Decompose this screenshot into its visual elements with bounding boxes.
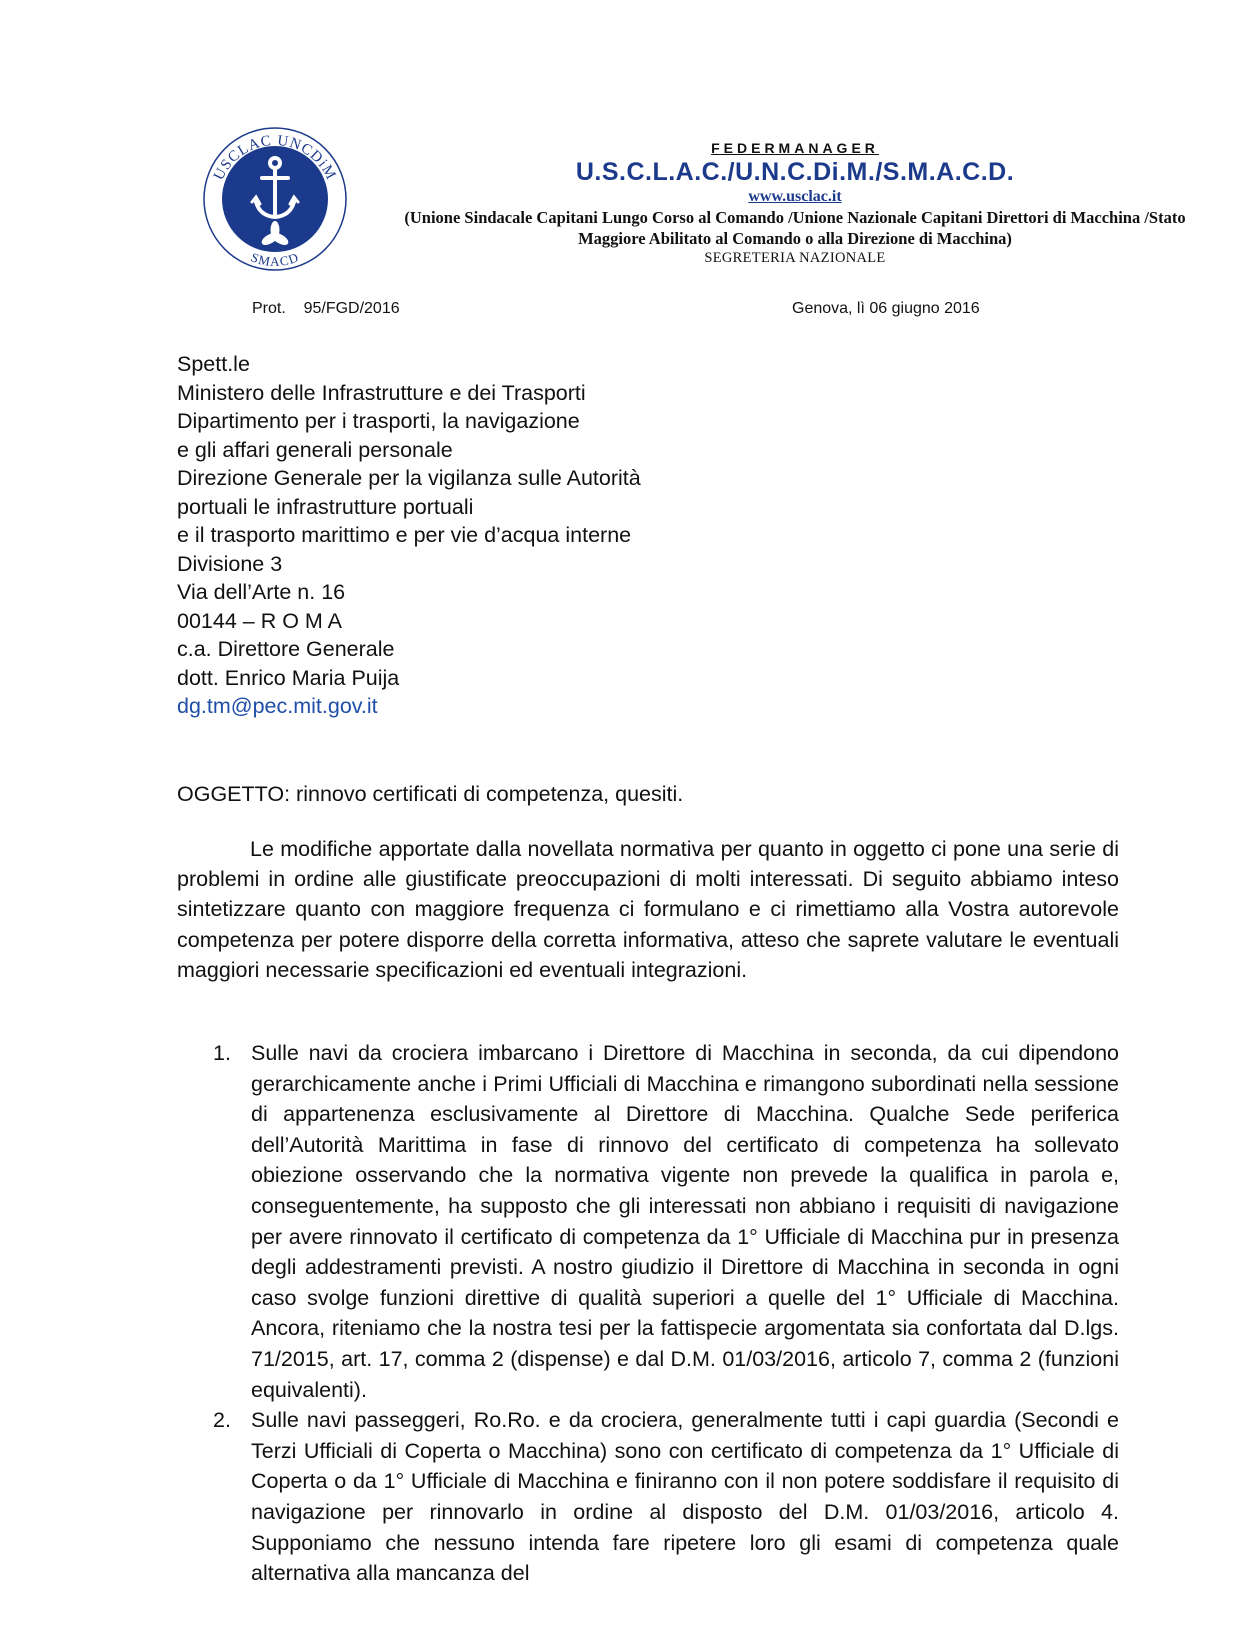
organization-description: (Unione Sindacale Capitani Lungo Corso al Comando /Unione Nazionale Capitani Direttori di Macchina /Stato Maggiore Abilitato al Comando o alla Direzione di Macchina) xyxy=(404,208,1186,248)
addressee-block xyxy=(177,350,641,721)
list-item xyxy=(213,1038,1119,1405)
addressee-line: 00144 – R O M A xyxy=(177,608,342,633)
protocol-number: Prot. 95/FGD/2016 xyxy=(252,300,400,317)
addressee-line: Ministero delle Infrastrutture e dei Trasporti xyxy=(177,380,586,405)
list-item-number: 2. xyxy=(213,1408,231,1433)
organization-title: U.S.C.L.A.C./U.N.C.Di.M./S.M.A.C.D. xyxy=(575,158,1015,186)
svg-text:SMACD: SMACD xyxy=(248,249,302,269)
addressee-line: Direzione Generale per la vigilanza sulle Autorità xyxy=(177,466,641,490)
addressee-line: Dipartimento per i trasporti, la navigazione xyxy=(177,409,580,433)
svg-text:USCLAC UNCDiM: USCLAC UNCDiM xyxy=(211,132,339,183)
addressee-line: e gli affari generali personale xyxy=(177,437,453,462)
letter-subject: OGGETTO: rinnovo certificati di competenza, quesiti. xyxy=(177,782,684,806)
federmanager-label: FEDERMANAGER xyxy=(711,140,879,156)
website-link[interactable]: www.usclac.it xyxy=(748,188,842,205)
letter-date: Genova, lì 06 giugno 2016 xyxy=(792,300,980,317)
addressee-line: e il trasporto marittimo e per vie d’acqua interne xyxy=(177,523,632,547)
department-label: SEGRETERIA NAZIONALE xyxy=(704,250,886,266)
list-item-text: Sulle navi da crociera imbarcano i Direttore di Macchina in seconda, da cui dipendono gerarchicamente anche i Primi Ufficiali di Macchina e rimangono subordinati nella sessione di appartenenza esclusivamente al Direttore di Macchina. Qualche Sede periferica dell’Autorità Marittima in fase di rinnovo del certificato di competenza ha sollevato obiezione osservando che la normativa vigente non prevede la qualifica in parola e, conseguentemente, ha supposto che gli interessati non abbiano i requisiti di navigazione per avere rinnovato il certificato di competenza da 1° Ufficiale di Macchina pur in presenza degli addestramenti previsti. A nostro giudizio il Direttore di Macchina in seconda in ogni caso svolge funzioni direttive di qualità superiori a quelle del 1° Ufficiale di Macchina. Ancora, riteniamo che la nostra tesi per la fattispecie argomentata sia confortata dal D.lgs. 71/2015, art. 17, comma 2 (dispense) e dal D.M. 01/03/2016, articolo 7, comma 2 (funzioni equivalenti). xyxy=(251,1041,1119,1402)
numbered-list xyxy=(213,1038,1119,1589)
addressee-line: Divisione 3 xyxy=(177,551,283,576)
addressee-line: portuali le infrastrutture portuali xyxy=(177,494,474,519)
union-seal-logo xyxy=(200,124,350,274)
addressee-line: dott. Enrico Maria Puija xyxy=(177,665,400,690)
intro-paragraph: Le modifiche apportate dalla novellata normativa per quanto in oggetto ci pone una serie di problemi in ordine alle giustificate preoccupazioni di molti interessati. Di seguito abbiamo inteso sintetizzare quanto con maggiore frequenza ci formulano e ci rimettiamo alla Vostra autorevole competenza per potere disporre della corretta informativa, atteso che saprete valutare le eventuali maggiori necessarie specificazioni ed eventuali integrazioni. xyxy=(177,837,1119,982)
addressee-line: Spett.le xyxy=(177,352,250,376)
list-item-text: Sulle navi passeggeri, Ro.Ro. e da crociera, generalmente tutti i capi guardia (Secondi e Terzi Ufficiali di Coperta o Macchina) sono con certificato di competenza da 1° Ufficiale di Coperta o da 1° Ufficiale di Macchina e finiranno con il non potere soddisfare il requisito di navigazione per rinnovarlo in ordine al disposto del D.M. 01/03/2016, articolo 4. Supponiamo che nessuno intenda fare ripetere loro gli esami di competenza quale alternativa alla mancanza del xyxy=(251,1408,1119,1586)
addressee-line: Via dell’Arte n. 16 xyxy=(177,580,346,604)
addressee-line: c.a. Direttore Generale xyxy=(177,637,395,661)
list-item-number: 1. xyxy=(213,1041,231,1065)
list-item xyxy=(213,1405,1119,1589)
addressee-email-link[interactable]: dg.tm@pec.mit.gov.it xyxy=(177,694,378,718)
letterhead xyxy=(395,139,1195,267)
